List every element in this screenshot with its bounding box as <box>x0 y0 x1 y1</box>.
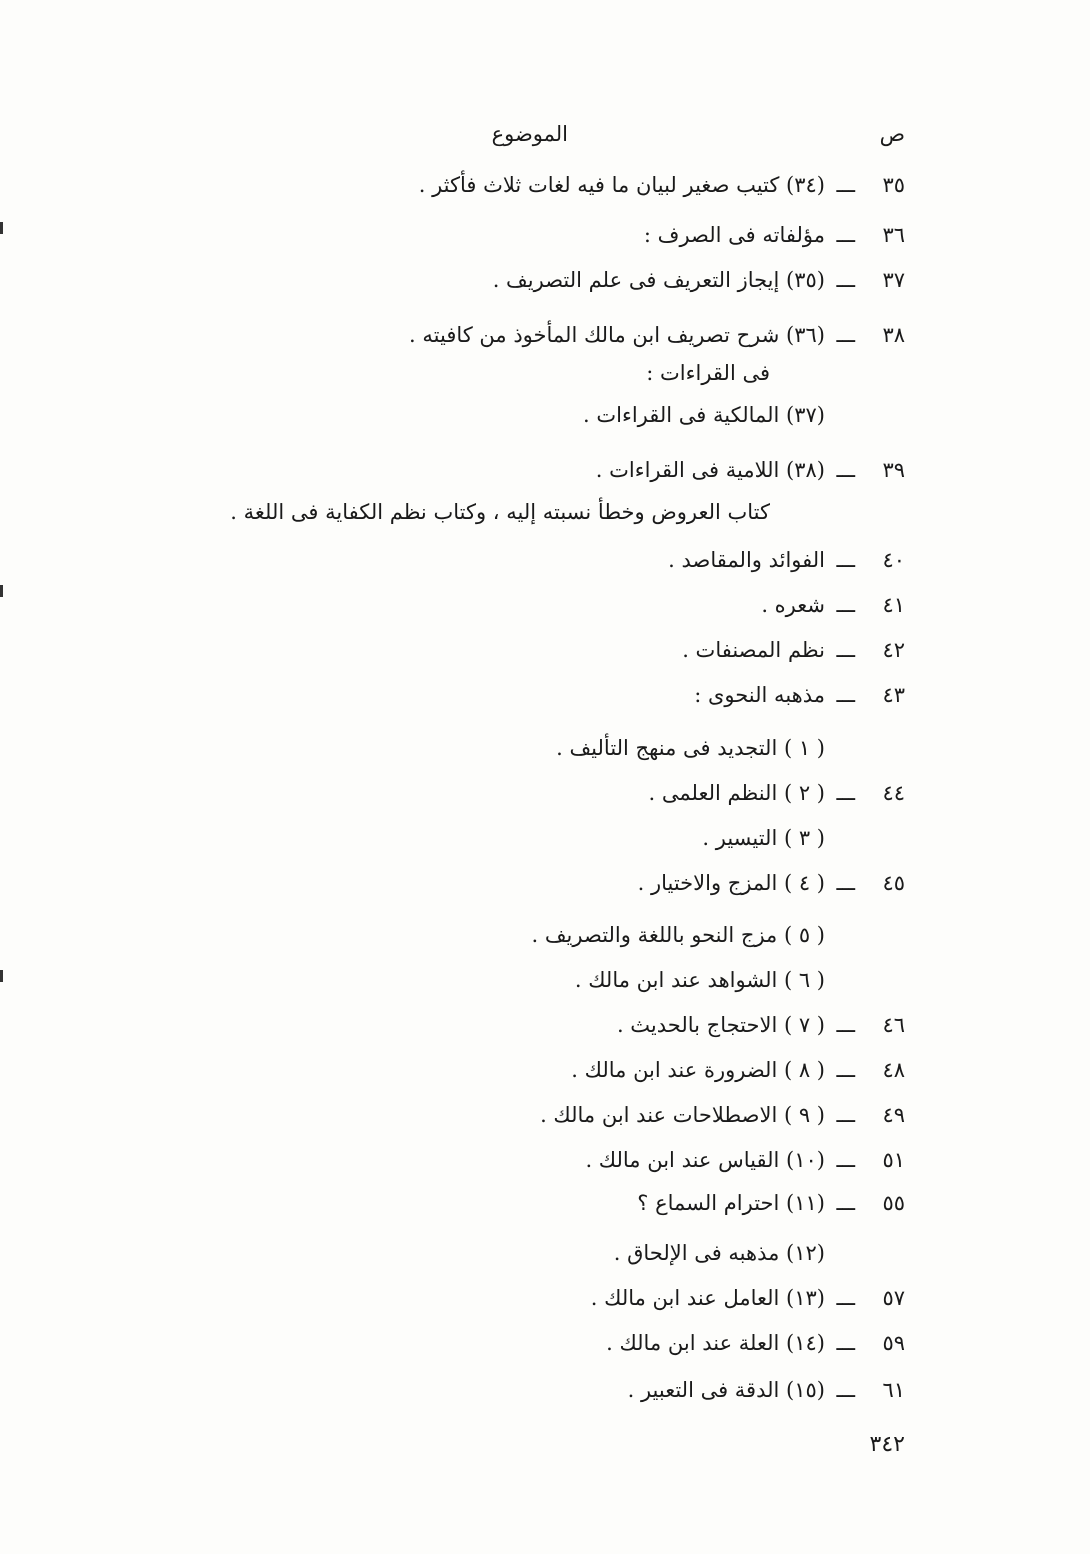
row-dash: ـــ <box>836 1331 855 1355</box>
row-page-number: ٥٩ <box>882 1331 905 1355</box>
row-dash: ـــ <box>836 683 855 707</box>
row-dash: ـــ <box>836 1058 855 1082</box>
row-page-number: ٣٥ <box>882 173 905 197</box>
row-topic: (١٥) الدقة فى التعبير . <box>627 1378 825 1402</box>
row-dash: ـــ <box>836 268 855 292</box>
row-topic: ( ١ ) التجديد فى منهج التأليف . <box>556 736 825 760</box>
row-dash: ـــ <box>836 1191 855 1215</box>
row-topic: (٣٨) اللامية فى القراءات . <box>595 458 825 482</box>
row-dash: ـــ <box>836 871 855 895</box>
row-topic: (٣٧) المالكية فى القراءات . <box>583 403 825 427</box>
row-topic: فى القراءات : <box>646 361 770 385</box>
row-topic: ( ٨ ) الضرورة عند ابن مالك . <box>571 1058 825 1082</box>
row-topic: (١٣) العامل عند ابن مالك . <box>590 1286 825 1310</box>
row-dash: ـــ <box>836 1103 855 1127</box>
row-dash: ـــ <box>836 781 855 805</box>
row-topic: ( ٦ ) الشواهد عند ابن مالك . <box>574 968 825 992</box>
row-dash: ـــ <box>836 173 855 197</box>
row-topic: شعره . <box>761 593 825 617</box>
scan-edge-mark <box>0 222 3 234</box>
row-page-number: ٤٠ <box>882 548 905 572</box>
row-page-number: ٣٩ <box>882 458 905 482</box>
row-topic: نظم المصنفات . <box>682 638 825 662</box>
row-topic: (٣٦) شرح تصريف ابن مالك المأخوذ من كافيته . <box>409 323 825 347</box>
row-topic: مؤلفاته فى الصرف : <box>643 223 825 247</box>
row-topic: مذهبه النحوى : <box>694 683 825 707</box>
row-topic: ( ٩ ) الاصطلاحات عند ابن مالك . <box>540 1103 825 1127</box>
row-topic: ( ٢ ) النظم العلمى . <box>648 781 825 805</box>
row-page-number: ٤٤ <box>882 781 905 805</box>
row-topic: (١١) احترام السماع ؟ <box>637 1191 825 1215</box>
row-dash: ـــ <box>836 1148 855 1172</box>
row-topic: (١٠) القياس عند ابن مالك . <box>585 1148 825 1172</box>
row-page-number: ٣٨ <box>882 323 905 347</box>
row-dash: ـــ <box>836 458 855 482</box>
row-page-number: ٦١ <box>882 1378 905 1402</box>
scan-edge-mark <box>0 585 3 597</box>
row-topic: (١٤) العلة عند ابن مالك . <box>606 1331 825 1355</box>
row-dash: ـــ <box>836 323 855 347</box>
row-topic: ( ٧ ) الاحتجاج بالحديث . <box>616 1013 825 1037</box>
row-dash: ـــ <box>836 1013 855 1037</box>
row-page-number: ٥١ <box>882 1148 905 1172</box>
row-page-number: ٤٩ <box>882 1103 905 1127</box>
row-dash: ـــ <box>836 223 855 247</box>
row-page-number: ٣٦ <box>882 223 905 247</box>
row-topic: (٣٥) إيجاز التعريف فى علم التصريف . <box>492 268 825 292</box>
row-topic: كتاب العروض وخطأ نسبته إليه ، وكتاب نظم الكفاية فى اللغة . <box>230 500 770 524</box>
row-page-number: ٤٥ <box>882 871 905 895</box>
row-page-number: ٤١ <box>882 593 905 617</box>
row-dash: ـــ <box>836 1378 855 1402</box>
row-page-number: ٥٥ <box>882 1191 905 1215</box>
row-page-number: ٥٧ <box>882 1286 905 1310</box>
row-topic: ( ٣ ) التيسير . <box>702 826 825 850</box>
row-dash: ـــ <box>836 1286 855 1310</box>
row-dash: ـــ <box>836 548 855 572</box>
row-topic: (١٢) مذهبه فى الإلحاق . <box>613 1241 825 1265</box>
row-page-number: ٣٧ <box>882 268 905 292</box>
row-page-number: ٤٢ <box>882 638 905 662</box>
header-topic-column: الموضوع <box>491 122 568 146</box>
row-dash: ـــ <box>836 593 855 617</box>
row-topic: (٣٤) كتيب صغير لبيان ما فيه لغات ثلاث فأكثر . <box>418 173 825 197</box>
row-page-number: ٤٨ <box>882 1058 905 1082</box>
row-page-number: ٤٦ <box>882 1013 905 1037</box>
row-dash: ـــ <box>836 638 855 662</box>
scan-edge-mark <box>0 970 3 982</box>
row-topic: الفوائد والمقاصد . <box>668 548 825 572</box>
row-topic: ( ٤ ) المزج والاختيار . <box>637 871 825 895</box>
header-page-column: ص <box>879 122 905 146</box>
row-page-number: ٤٣ <box>882 683 905 707</box>
page-number: ٣٤٢ <box>869 1432 905 1457</box>
row-topic: ( ٥ ) مزج النحو باللغة والتصريف . <box>531 923 825 947</box>
